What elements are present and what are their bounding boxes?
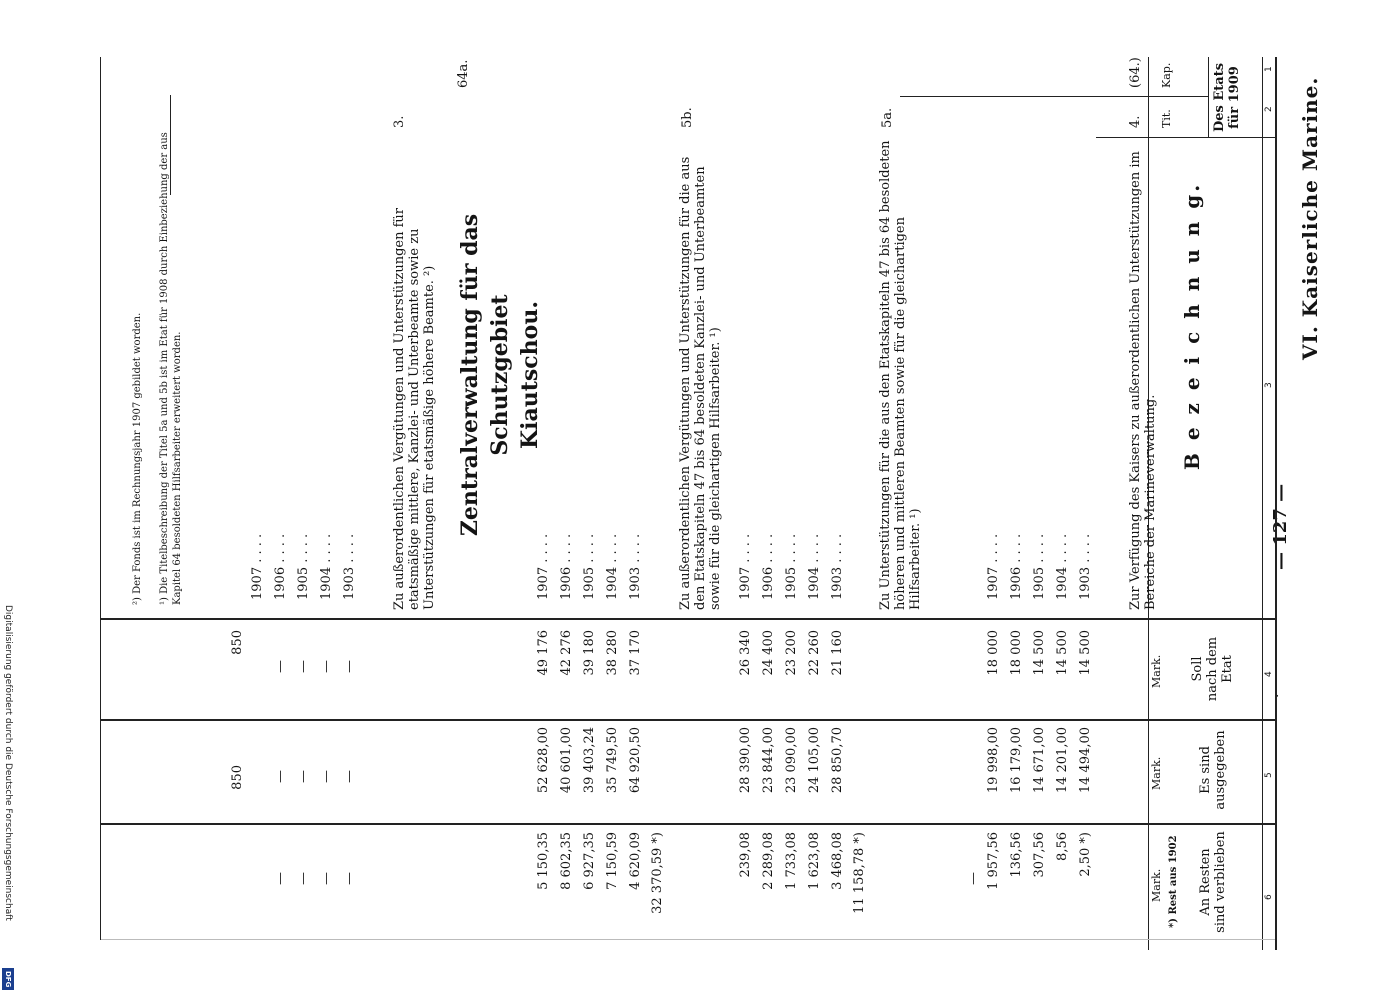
sec1-text: Zur Verfügung des Kaisers zu außerordentlichen Unterstützungen im Bereiche der Marineverwaltung. bbox=[1128, 151, 1158, 610]
sec2-year-3: 1905 . . . . bbox=[784, 533, 799, 600]
sec3-aus-4: 40 601,00 bbox=[559, 727, 574, 794]
stray-dot: · bbox=[1270, 693, 1286, 698]
sec3-year-2: 1904 . . . . bbox=[605, 533, 620, 600]
footnote-1: ¹) Die Titelbeschreibung der Titel 5a und 5b ist im Etat für 1908 durch Einbeziehung der aus Kapitel 64 besoldeten Hilfsarbeiter erweitert worden. bbox=[159, 132, 183, 605]
sec4-kap: 64a. bbox=[456, 59, 471, 88]
sec4-heading bbox=[455, 140, 545, 610]
sec4-tit: 3. bbox=[392, 115, 407, 128]
sec4-aus-4: — bbox=[273, 770, 288, 783]
sec1-aus-4: 16 179,00 bbox=[1009, 727, 1024, 794]
sec3-soll-2: 38 280 bbox=[605, 630, 620, 676]
sec3-year-1: 1903 . . . . bbox=[628, 533, 643, 600]
sec1-kap: (64.) bbox=[1128, 57, 1143, 88]
footnote-2: ²) Der Fonds ist im Rechnungsjahr 1907 gebildet worden. bbox=[132, 312, 143, 605]
col-sep-right-edge bbox=[100, 939, 1275, 940]
sec1-year-1: 1903 . . . . bbox=[1078, 533, 1093, 600]
sec1-rest-1: 2,50 *) bbox=[1078, 832, 1093, 877]
header-rest-line1: An Resten bbox=[1198, 848, 1213, 916]
sec2-aus-5: 28 390,00 bbox=[738, 727, 753, 794]
col-sep-tit-bez bbox=[1096, 137, 1275, 138]
sec2-soll-5: 26 340 bbox=[738, 630, 753, 676]
col-sep-aus-rest bbox=[100, 823, 1275, 825]
header-aus-unit: Mark. bbox=[1150, 756, 1163, 790]
sec2-aus-2: 24 105,00 bbox=[807, 727, 822, 794]
sec4-soll-1: — bbox=[342, 660, 357, 673]
sec3-soll-3: 39 180 bbox=[582, 630, 597, 676]
sec2-pre-rest: 11 158,78 *) bbox=[852, 832, 867, 914]
sec2-soll-1: 21 160 bbox=[830, 630, 845, 676]
dfg-logo-label: DFG bbox=[4, 970, 12, 988]
colnum-6: 6 bbox=[1264, 894, 1274, 900]
header-soll-unit: Mark. bbox=[1150, 654, 1163, 688]
colnum-rule bbox=[1262, 57, 1263, 950]
header-resten bbox=[1198, 824, 1228, 940]
sec2-rest-1: 3 468,08 bbox=[830, 832, 845, 890]
sec2-year-1: 1903 . . . . bbox=[830, 533, 845, 600]
sec1-aus-5: 19 998,00 bbox=[986, 727, 1001, 794]
sec2-tit: 5a. bbox=[880, 107, 895, 128]
sec2-aus-1: 28 850,70 bbox=[830, 727, 845, 794]
sec1-tit: 4. bbox=[1128, 115, 1143, 128]
header-kap: Kap. bbox=[1160, 62, 1173, 88]
sec4-year-2: 1904 . . . . bbox=[319, 533, 334, 600]
sec4-aus-2: — bbox=[319, 770, 334, 783]
sec4-rest-3: — bbox=[296, 872, 311, 885]
col-sep-kap-tit-body bbox=[900, 96, 1148, 97]
sec3-rest-2: 7 150,59 bbox=[605, 832, 620, 890]
col-sep-kap-tit bbox=[1148, 96, 1209, 97]
header-soll-line1: Soll bbox=[1190, 656, 1205, 682]
sec1-rest-2: 8,56 bbox=[1055, 832, 1070, 861]
sec3-rest-4: 8 602,35 bbox=[559, 832, 574, 890]
header-aus-line1: Es sind bbox=[1198, 746, 1213, 794]
page-number: — 127 — bbox=[1270, 483, 1291, 570]
sec1-soll-5: 18 000 bbox=[986, 630, 1001, 676]
sec2-soll-4: 24 400 bbox=[761, 630, 776, 676]
sec3-soll-1: 37 170 bbox=[628, 630, 643, 676]
sec4-year-5: 1907 . . . . bbox=[250, 533, 265, 600]
sec4-aus-3: — bbox=[296, 770, 311, 783]
sec4-text: Zu außerordentlichen Vergütungen und Unterstützungen für etatsmäßige mittlere, Kanzlei- und Unterbeamte sowie zu Unterstützungen für etatsmäßige höhere Beamte. ²) bbox=[392, 207, 437, 610]
sec3-rest-3: 6 927,35 bbox=[582, 832, 597, 890]
sec3-aus-1: 64 920,50 bbox=[628, 727, 643, 794]
header-soll bbox=[1190, 622, 1235, 716]
sec4-year-1: 1903 . . . . bbox=[342, 533, 357, 600]
sec1-year-4: 1906 . . . . bbox=[1009, 533, 1024, 600]
sec4-year-3: 1905 . . . . bbox=[296, 533, 311, 600]
sec2-year-5: 1907 . . . . bbox=[738, 533, 753, 600]
sec1-aus-3: 14 671,00 bbox=[1032, 727, 1047, 794]
header-rest-unit: Mark. bbox=[1150, 868, 1163, 902]
sec4-aus-1: — bbox=[342, 770, 357, 783]
sec3-rest-5: 5 150,35 bbox=[536, 832, 551, 890]
header-soll-line3: Etat bbox=[1220, 655, 1235, 683]
sec1-aus-1: 14 494,00 bbox=[1078, 727, 1093, 794]
sec1-rest-3: 307,56 bbox=[1032, 832, 1047, 878]
sec4-rest-4: — bbox=[273, 872, 288, 885]
sec3-pre-rest: 32 370,59 *) bbox=[650, 832, 665, 914]
sec3-text: Zu außerordentlichen Vergütungen und Unterstützungen für die aus den Etatskapiteln 47 bis 64 besoldeten Kanzlei- und Unterbeamten sowie für die gleichartigen Hilfsarbeiter. ¹) bbox=[678, 156, 723, 610]
sec2-text: Zu Unterstützungen für die aus den Etatskapiteln 47 bis 64 besoldeten höheren und mittleren Beamten sowie für die gleichartigen Hilfsarbeiter. ¹) bbox=[878, 140, 923, 610]
sec2-rest-4: 2 289,08 bbox=[761, 832, 776, 890]
sec3-year-5: 1907 . . . . bbox=[536, 533, 551, 600]
header-col1 bbox=[1212, 57, 1242, 138]
sec2-rest-3: 1 733,08 bbox=[784, 832, 799, 890]
header-rest-line2: sind verblieben bbox=[1213, 831, 1228, 933]
sec4-heading-line2: Kiautschou. bbox=[517, 301, 543, 449]
header-col1-line2: für 1909 bbox=[1227, 66, 1242, 129]
sec3-rest-1: 4 620,09 bbox=[628, 832, 643, 890]
sec2-year-2: 1904 . . . . bbox=[807, 533, 822, 600]
sec3-aus-5: 52 628,00 bbox=[536, 727, 551, 794]
sec1-year-5: 1907 . . . . bbox=[986, 533, 1001, 600]
header-aus-line2: ausgegeben bbox=[1213, 730, 1228, 810]
sec1-soll-3: 14 500 bbox=[1032, 630, 1047, 676]
colnum-5: 5 bbox=[1264, 772, 1274, 778]
col-sep-soll-aus bbox=[100, 719, 1275, 721]
sec1-year-3: 1905 . . . . bbox=[1032, 533, 1047, 600]
sec3-soll-4: 42 276 bbox=[559, 630, 574, 676]
sec2-year-4: 1906 . . . . bbox=[761, 533, 776, 600]
sec3-aus-2: 35 749,50 bbox=[605, 727, 620, 794]
colnum-1: 1 bbox=[1264, 66, 1274, 72]
sec3-year-4: 1906 . . . . bbox=[559, 533, 574, 600]
sec1-soll-1: 14 500 bbox=[1078, 630, 1093, 676]
sec2-aus-4: 23 844,00 bbox=[761, 727, 776, 794]
col-sep-bez-soll bbox=[100, 618, 1275, 620]
header-tit: Tit. bbox=[1160, 109, 1173, 128]
header-col1-line1: Des Etats bbox=[1212, 62, 1227, 133]
sec1-rest-6: — bbox=[966, 872, 981, 885]
sec4-rest-1: — bbox=[342, 872, 357, 885]
header-soll-line2: nach dem bbox=[1205, 636, 1220, 702]
sec2-soll-3: 23 200 bbox=[784, 630, 799, 676]
sec4-soll-4: — bbox=[273, 660, 288, 673]
sec2-aus-3: 23 090,00 bbox=[784, 727, 799, 794]
sec1-year-2: 1904 . . . . bbox=[1055, 533, 1070, 600]
header-rest-note: *) Rest aus 1902 bbox=[1168, 835, 1179, 928]
header-ausgegeben bbox=[1198, 718, 1228, 822]
kap-tit-rule bbox=[1208, 57, 1209, 138]
sec2-soll-2: 22 260 bbox=[807, 630, 822, 676]
sec2-rest-5: 239,08 bbox=[738, 832, 753, 878]
sec4-soll-5: 850 bbox=[230, 630, 245, 655]
colnum-3: 3 bbox=[1264, 382, 1274, 388]
sec4-aus-5: 850 bbox=[230, 765, 245, 790]
sec4-soll-3: — bbox=[296, 660, 311, 673]
top-rule bbox=[1275, 57, 1277, 950]
sec2-rest-2: 1 623,08 bbox=[807, 832, 822, 890]
sec4-heading-line1: Zentralverwaltung für das Schutzgebiet bbox=[457, 213, 513, 537]
section-title: VI. Kaiserliche Marine. bbox=[1298, 76, 1322, 360]
sec1-rest-4: 136,56 bbox=[1009, 832, 1024, 878]
sec1-soll-2: 14 500 bbox=[1055, 630, 1070, 676]
table-bottom-rule bbox=[100, 57, 101, 940]
sec3-aus-3: 39 403,24 bbox=[582, 727, 597, 794]
sec1-rest-5: 1 957,56 bbox=[986, 832, 1001, 890]
sec4-top-rule bbox=[1148, 949, 1149, 950]
sec4-year-4: 1906 . . . . bbox=[273, 533, 288, 600]
sec3-tit: 5b. bbox=[680, 107, 695, 128]
sec3-year-3: 1905 . . . . bbox=[582, 533, 597, 600]
sec1-soll-4: 18 000 bbox=[1009, 630, 1024, 676]
colnum-4: 4 bbox=[1264, 671, 1274, 677]
sec4-soll-2: — bbox=[319, 660, 334, 673]
dfg-credit-text: Digitalisierung gefördert durch die Deutsche Forschungsgemeinschaft bbox=[3, 605, 13, 921]
colnum-2: 2 bbox=[1264, 106, 1274, 112]
header-bezeichnung: B e z e i c h n u n g. bbox=[1180, 181, 1204, 470]
sec4-rest-2: — bbox=[319, 872, 334, 885]
sec1-aus-2: 14 201,00 bbox=[1055, 727, 1070, 794]
sec3-soll-5: 49 176 bbox=[536, 630, 551, 676]
